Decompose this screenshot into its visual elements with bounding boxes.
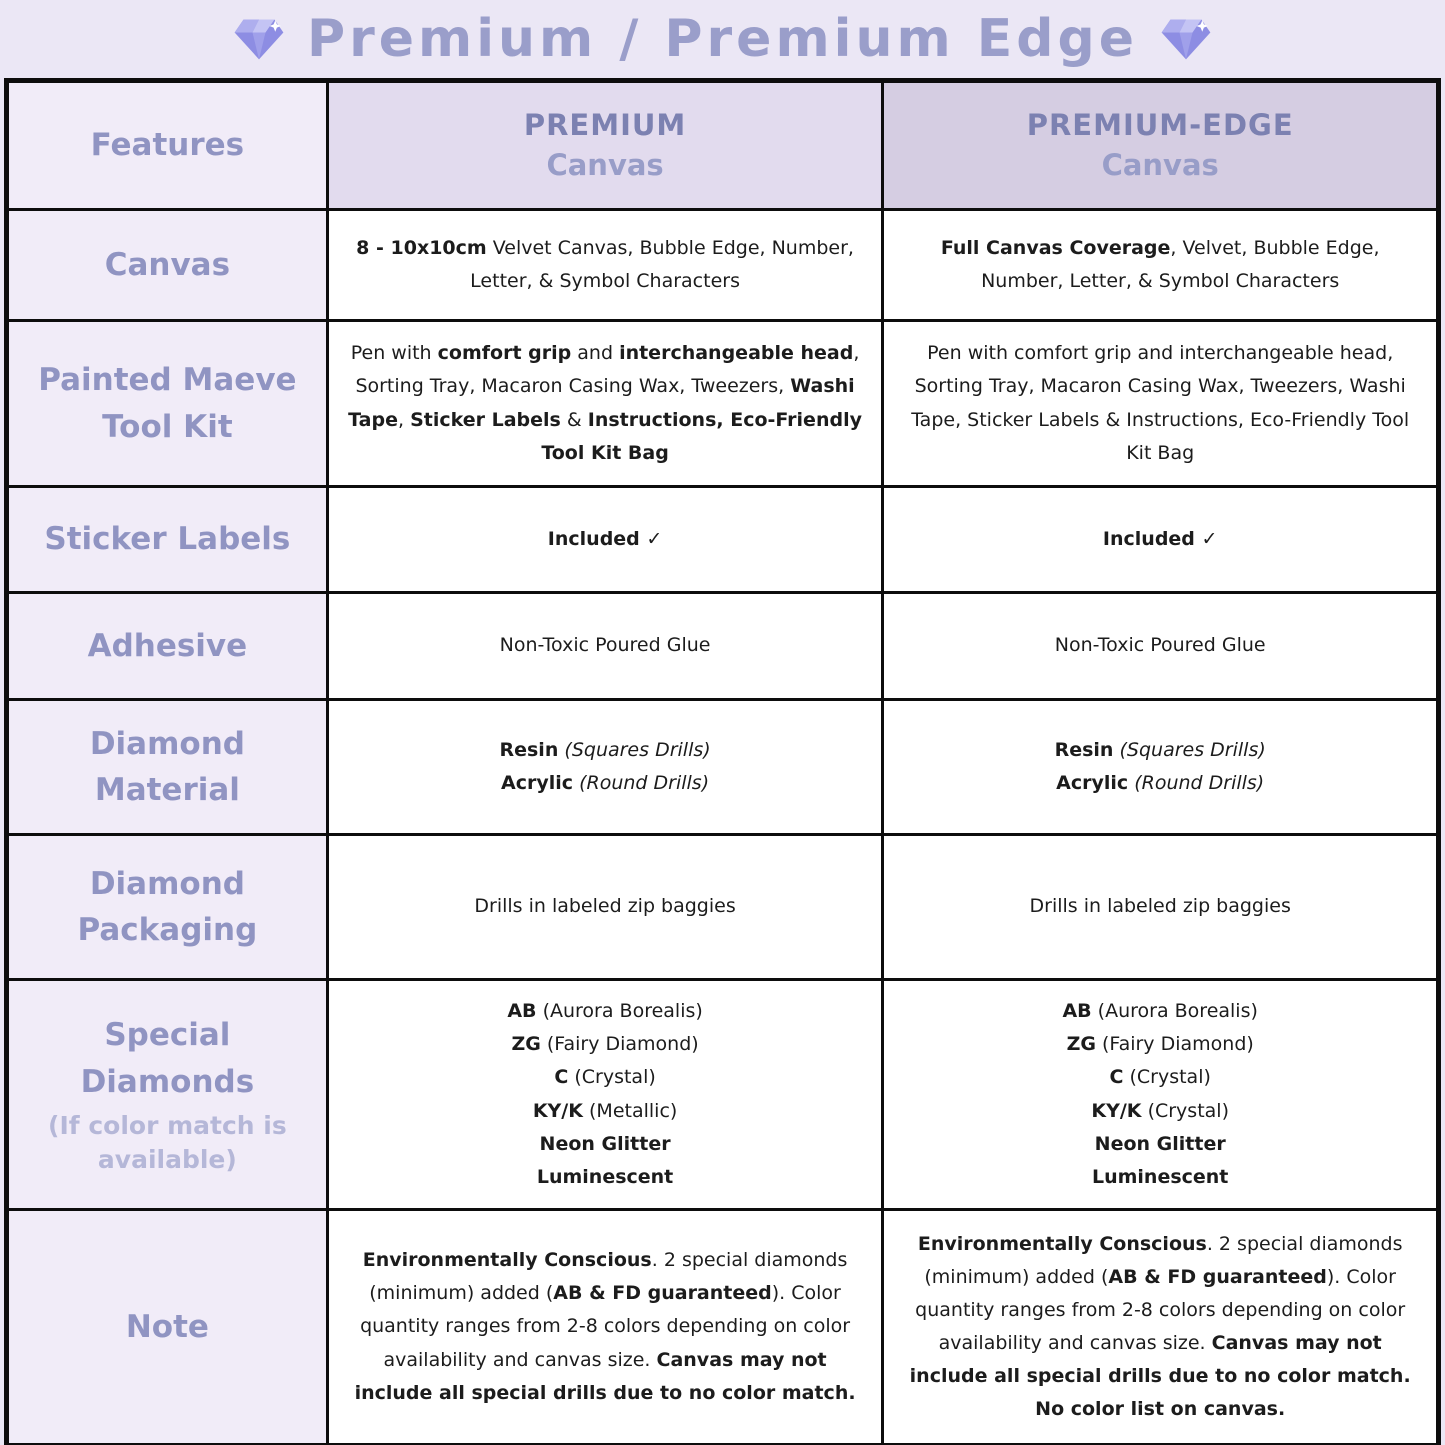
- premium-edge-cell-sticker-labels: Included ✓: [883, 487, 1439, 593]
- feature-cell-adhesive: [7, 593, 328, 700]
- feature-label-special-diamonds: Special Diamonds: [80, 1017, 255, 1100]
- header-premium-subtitle: Canvas: [546, 147, 664, 182]
- premium-cell-diamond-material: Resin (Squares Drills) Acrylic (Round Drills): [327, 700, 883, 835]
- header-features-label: Features: [90, 127, 245, 164]
- feature-label-canvas: Canvas: [104, 246, 231, 283]
- diamond-gem-icon: [1160, 17, 1212, 61]
- premium-cell-sticker-labels: Included ✓: [327, 487, 883, 593]
- table-row-note: [7, 1210, 1439, 1445]
- feature-cell-note: [7, 1210, 328, 1445]
- premium-cell-note: Environmentally Conscious. 2 special diamonds (minimum) added (AB & FD guaranteed). Color quantity ranges from 2-8 colors depending on color availability and canvas size. Canvas may not include all special drills due to no color match.: [327, 1210, 883, 1445]
- header-premium: [327, 81, 883, 210]
- table-row-tool-kit: [7, 321, 1439, 487]
- table-row-special-diamonds: [7, 980, 1439, 1210]
- feature-cell-sticker-labels: [7, 487, 328, 593]
- feature-label-note: Note: [125, 1308, 209, 1345]
- table-row-diamond-packaging: [7, 835, 1439, 980]
- feature-cell-canvas: [7, 210, 328, 321]
- feature-cell-diamond-material: [7, 700, 328, 835]
- feature-label-tool-kit: Painted Maeve Tool Kit: [38, 362, 297, 445]
- premium-cell-adhesive: Non-Toxic Poured Glue: [327, 593, 883, 700]
- premium-cell-special-diamonds: AB (Aurora Borealis) ZG (Fairy Diamond) C (Crystal) KY/K (Metallic) Neon Glitter Luminescent: [327, 980, 883, 1210]
- table-row-adhesive: [7, 593, 1439, 700]
- table-row-canvas: [7, 210, 1439, 321]
- feature-label-diamond-material: Diamond Material: [89, 725, 245, 808]
- premium-cell-tool-kit: Pen with comfort grip and interchangeable head, Sorting Tray, Macaron Casing Wax, Tweezers, Washi Tape, Sticker Labels & Instructions, Eco-Friendly Tool Kit Bag: [327, 321, 883, 487]
- feature-label-sticker-labels: Sticker Labels: [44, 521, 291, 558]
- feature-cell-tool-kit: [7, 321, 328, 487]
- header-row: [7, 81, 1439, 210]
- premium-edge-cell-adhesive: Non-Toxic Poured Glue: [883, 593, 1439, 700]
- header-premium-title: PREMIUM: [523, 108, 687, 143]
- header-premium-edge: [883, 81, 1439, 210]
- premium-cell-diamond-packaging: Drills in labeled zip baggies: [327, 835, 883, 980]
- feature-sublabel-special-diamonds: (If color match is available): [48, 1111, 287, 1174]
- premium-cell-canvas: 8 - 10x10cm Velvet Canvas, Bubble Edge, Number, Letter, & Symbol Characters: [327, 210, 883, 321]
- premium-edge-cell-note: Environmentally Conscious. 2 special diamonds (minimum) added (AB & FD guaranteed). Color quantity ranges from 2-8 colors depending on color availability and canvas size. Canvas may not include all special drills due to no color match. No color list on canvas.: [883, 1210, 1439, 1445]
- feature-label-diamond-packaging: Diamond Packaging: [77, 865, 258, 948]
- table-row-sticker-labels: [7, 487, 1439, 593]
- header-premium-edge-subtitle: Canvas: [1101, 147, 1219, 182]
- table-container: [0, 78, 1445, 1445]
- premium-edge-cell-diamond-material: Resin (Squares Drills) Acrylic (Round Drills): [883, 700, 1439, 835]
- page-title: [0, 0, 1445, 78]
- feature-label-adhesive: Adhesive: [87, 627, 248, 664]
- feature-cell-diamond-packaging: [7, 835, 328, 980]
- premium-edge-cell-special-diamonds: AB (Aurora Borealis) ZG (Fairy Diamond) C (Crystal) KY/K (Crystal) Neon Glitter Luminescent: [883, 980, 1439, 1210]
- header-features: [7, 81, 328, 210]
- diamond-gem-icon: [233, 17, 285, 61]
- title-text: Premium / Premium Edge: [306, 9, 1138, 69]
- comparison-table: [4, 78, 1441, 1445]
- premium-edge-cell-tool-kit: Pen with comfort grip and interchangeable head, Sorting Tray, Macaron Casing Wax, Tweezers, Washi Tape, Sticker Labels & Instructions, Eco-Friendly Tool Kit Bag: [883, 321, 1439, 487]
- table-row-diamond-material: [7, 700, 1439, 835]
- premium-edge-cell-canvas: Full Canvas Coverage, Velvet, Bubble Edge, Number, Letter, & Symbol Characters: [883, 210, 1439, 321]
- header-premium-edge-title: PREMIUM-EDGE: [1026, 108, 1294, 143]
- premium-edge-cell-diamond-packaging: Drills in labeled zip baggies: [883, 835, 1439, 980]
- feature-cell-special-diamonds: [7, 980, 328, 1210]
